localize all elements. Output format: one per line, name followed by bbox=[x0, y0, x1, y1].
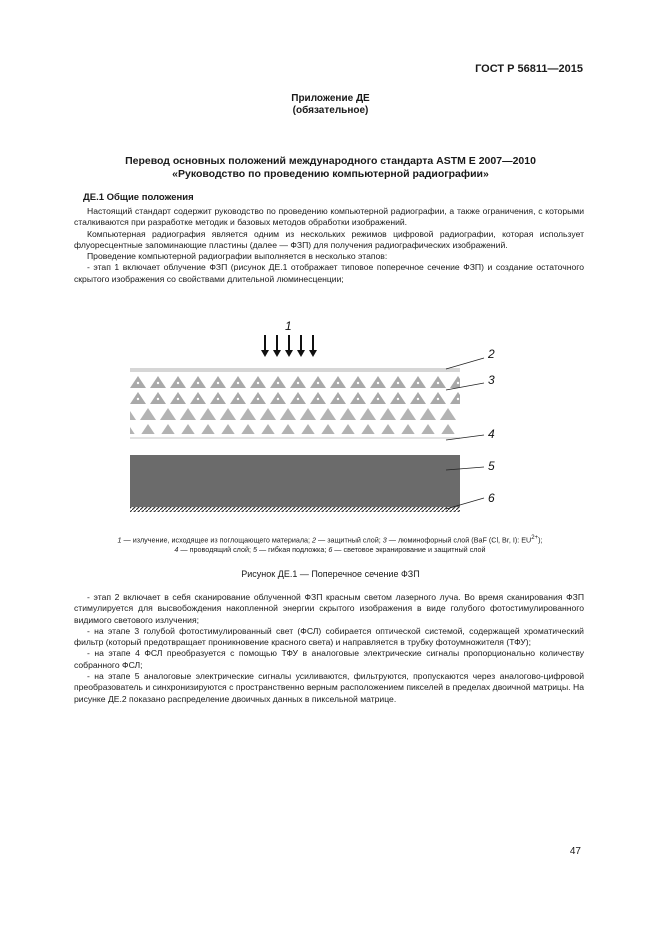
legend-text: — проводящий слой; bbox=[178, 545, 253, 555]
legend-line-1 bbox=[40, 533, 620, 545]
flexible-substrate bbox=[130, 455, 460, 507]
stage-5-paragraph: - на этапе 5 аналоговые электрические сигналы усиливаются, фильтруются, пропускаются через аналогово-цифровой преобразователь и синхронизируются с пространственно верным расположением пикселей в пределах двоичной матрицы. На рисунке ДЕ.2 показано распределение двоичных данных в пиксельной матрице. bbox=[74, 671, 584, 704]
figure-legend bbox=[40, 533, 620, 555]
intro-block bbox=[74, 206, 584, 285]
legend-text: — излучение, исходящее из поглощающего материала; bbox=[121, 535, 313, 545]
arrow-icon bbox=[273, 335, 281, 357]
title-line-2: «Руководство по проведению компьютерной радиографии» bbox=[172, 168, 489, 180]
arrow-icon bbox=[285, 335, 293, 357]
arrow-icon bbox=[297, 335, 305, 357]
legend-text: — световое экранирование и защитный слой bbox=[332, 545, 486, 555]
legend-sup: 2+ bbox=[531, 535, 539, 541]
phosphor-layer bbox=[130, 372, 460, 404]
light-shield-layer bbox=[130, 507, 460, 512]
label-5: 5 bbox=[488, 459, 495, 473]
arrow-icon bbox=[309, 335, 317, 357]
appendix-heading bbox=[0, 93, 661, 117]
legend-text: — защитный слой; bbox=[316, 535, 383, 545]
page-number: 47 bbox=[569, 846, 581, 857]
legend-num: 6 bbox=[328, 545, 333, 555]
protective-layer bbox=[130, 368, 460, 372]
intro-paragraph-1: Настоящий стандарт содержит руководство по проведению компьютерной радиографии, а также ограничения, с которыми сталкиваются при разработке методик и базовых методов обработки изображений. bbox=[74, 206, 584, 228]
legend-text: — люминофорный слой (BaF (Cl, Br, I): EU bbox=[386, 535, 532, 545]
appendix-note: (обязательное) bbox=[292, 105, 369, 116]
title-line-1: Перевод основных положений международного стандарта ASTM E 2007—2010 bbox=[125, 155, 536, 167]
stages-block bbox=[74, 592, 584, 705]
label-6: 6 bbox=[488, 491, 495, 505]
incident-radiation-arrows bbox=[261, 335, 317, 357]
arrow-icon bbox=[261, 335, 269, 357]
document-title bbox=[0, 155, 661, 181]
fsp-cross-section-figure bbox=[128, 310, 508, 525]
legend-num: 4 bbox=[174, 545, 179, 555]
legend-text: — гибкая подложка; bbox=[256, 545, 329, 555]
appendix-title: Приложение ДЕ bbox=[291, 93, 370, 104]
intro-paragraph-3: Проведение компьютерной радиографии выполняется в несколько этапов: bbox=[87, 251, 388, 262]
legend-text: ); bbox=[538, 535, 543, 545]
label-4: 4 bbox=[488, 427, 495, 441]
section-heading: ДЕ.1 Общие положения bbox=[83, 192, 194, 203]
intro-paragraph-2: Компьютерная радиография является одним из нескольких режимов цифровой радиографии, которая использует флуоресцентные запоминающие пластины (далее — ФЗП) для получения радиографических изображений. bbox=[74, 228, 584, 250]
label-1: 1 bbox=[285, 319, 292, 333]
figure-caption: Рисунок ДЕ.1 — Поперечное сечение ФЗП bbox=[241, 569, 420, 579]
stage-3-paragraph: - на этапе 3 голубой фотостимулированный свет (ФСЛ) собирается оптической системой, содержащей хроматический фильтр (который предотвращает проникновение красного света) и направляется в трубку фотоумножителя (ТФУ); bbox=[74, 625, 584, 648]
stage-2-paragraph: - этап 2 включает в себя сканирование облученной ФЗП красным светом лазерного луча. Во время сканирования ФЗП стимулируется для высвобождения накопленной энергии скрытого изображения в виде голубого фотостимулированного видимого светового излучения; bbox=[74, 592, 584, 625]
phosphor-layer-lower bbox=[130, 404, 460, 434]
stage-1-paragraph: - этап 1 включает облучение ФЗП (рисунок ДЕ.1 отображает типовое поперечное сечение ФЗП) и создание остаточного скрытого изображения со свойствами длительной люминесценции; bbox=[74, 262, 584, 284]
label-2: 2 bbox=[488, 347, 495, 361]
legend-num: 3 bbox=[382, 535, 387, 545]
label-3: 3 bbox=[488, 373, 495, 387]
standard-header: ГОСТ Р 56811—2015 bbox=[475, 63, 583, 75]
conductive-layer bbox=[130, 437, 460, 439]
legend-line-2 bbox=[40, 545, 620, 555]
legend-num: 2 bbox=[312, 535, 317, 545]
legend-num: 1 bbox=[117, 535, 122, 545]
stage-4-paragraph: - на этапе 4 ФСЛ преобразуется с помощью ТФУ в аналоговые электрические сигналы пропорционально количеству собранного ФСЛ; bbox=[74, 648, 584, 670]
legend-num: 5 bbox=[252, 545, 257, 555]
